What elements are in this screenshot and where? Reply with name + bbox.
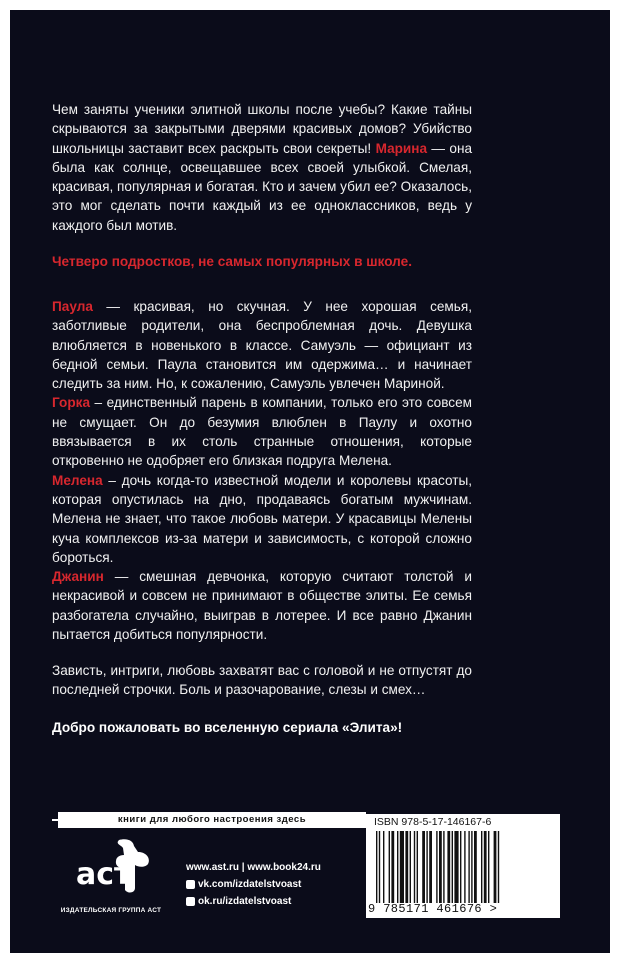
barcode-bar (484, 831, 487, 903)
outro-paragraph: Зависть, интриги, любовь захватят вас с головой и не отпустят до последней строчки. Боль и разочарование, слезы и смех… (52, 663, 472, 698)
character-gorka (52, 393, 472, 470)
barcode-bar (400, 831, 404, 903)
barcode-bar (468, 831, 469, 903)
character-text: — смешная девчонка, которую считают толстой и некрасивой и совсем не принимают в обществе элиты. Ее семья разбогатела случайно, выиграв в лотерее. И все равно Джанин пытается добиться популярности. (52, 569, 472, 643)
barcode-bar (460, 831, 461, 903)
barcode-digits: 9 785171 461676 > (368, 902, 498, 916)
publisher-name: ИЗДАТЕЛЬСКАЯ ГРУППА АСТ (60, 907, 162, 914)
intro-text: Чем заняты ученики элитной школы после учебы? Какие тайны скрываются за закрытыми дверями красивых домов? Убийство школьницы заставит всех раскрыть свои секреты! (52, 102, 472, 156)
websites-row (186, 859, 321, 876)
barcode-bar (464, 831, 465, 903)
vk-icon (186, 880, 195, 889)
welcome-line: Добро пожаловать во вселенную сериала «Элита»! (52, 720, 403, 735)
barcode-bar (439, 831, 442, 903)
barcode-bar (426, 831, 427, 903)
marina-name: Марина (375, 140, 428, 156)
publisher-links (186, 859, 321, 910)
barcode-bar (494, 831, 497, 903)
barcode-bar (389, 831, 390, 903)
marina-text: — она была как солнце, освещавшее всех своей улыбкой. Смелая, красивая, популярная и богатая. Кто и зачем убил ее? Оказалось, это мог сделать почти каждый из ее одноклассников, ведь у каждого был мотив. (52, 140, 473, 233)
character-name: Горка (52, 395, 90, 411)
barcode-bar (414, 831, 415, 903)
websites[interactable]: www.ast.ru | www.book24.ru (186, 862, 321, 873)
character-janin (52, 567, 472, 644)
ok-row (186, 893, 321, 910)
ok-icon (186, 897, 195, 906)
character-name: Джанин (52, 569, 104, 585)
barcode-bar (488, 831, 489, 903)
barcode-bar (429, 831, 432, 903)
barcode-bar (405, 831, 408, 903)
logo-text: аст (76, 857, 132, 892)
isbn-box (366, 814, 560, 918)
barcode-bar (452, 831, 453, 903)
characters-block (52, 297, 472, 644)
barcode-bar (422, 831, 425, 903)
character-paula (52, 297, 472, 393)
barcode-bar (443, 831, 444, 903)
barcode-bar (383, 831, 384, 903)
barcode-bar (474, 831, 477, 903)
character-text: — красивая, но скучная. У нее хорошая семья, заботливые родители, она беспроблемная дочь. Девушка влюбляется в новенького в классе. Самуэль — официант из бедной семьи. Паула становится им одержима… и начинает следить за ним. Но, к сожалению, Самуэль увлечен Мариной. (52, 299, 472, 392)
character-text: – дочь когда-то известной модели и королевы красоты, которая опустилась на дно, продаваясь богатым мужчинам. Мелена не знает, что такое любовь матери. У красавицы Мелены куча комплексов из-за матери и зависимость, с которой сложно бороться. (52, 472, 472, 565)
barcode-bar (454, 831, 458, 903)
barcode-bar (376, 831, 377, 903)
vk-row (186, 876, 321, 893)
intro-paragraph (52, 100, 472, 235)
character-text: – единственный парень в компании, только его это совсем не смущает. Он до безумия влюблен в Паулу и охотно ввязывается в их столь странные отношения, которые откровенно не одобряет его близкая подруга Мелена. (52, 395, 472, 469)
barcode-bar (447, 831, 450, 903)
character-melena (52, 471, 472, 567)
tagline-bar: книги для любого настроения здесь (58, 812, 366, 828)
isbn-number: ISBN 978-5-17-146167-6 (374, 816, 492, 828)
ok-link[interactable]: ok.ru/izdatelstvoast (198, 896, 292, 907)
barcode-bar (481, 831, 482, 903)
vk-link[interactable]: vk.com/izdatelstvoast (198, 879, 302, 890)
barcode-bar (379, 831, 380, 903)
barcode-bar (410, 831, 411, 903)
barcode-bar (397, 831, 398, 903)
barcode (374, 831, 540, 903)
barcode-bar (436, 831, 437, 903)
barcode-bar (417, 831, 418, 903)
ast-logo (66, 838, 156, 896)
barcode-bar (391, 831, 394, 903)
barcode-bar (498, 831, 499, 903)
subheading: Четверо подростков, не самых популярных в школе. (52, 254, 412, 269)
character-name: Паула (52, 299, 93, 314)
character-name: Мелена (52, 472, 103, 488)
barcode-bar (471, 831, 472, 903)
